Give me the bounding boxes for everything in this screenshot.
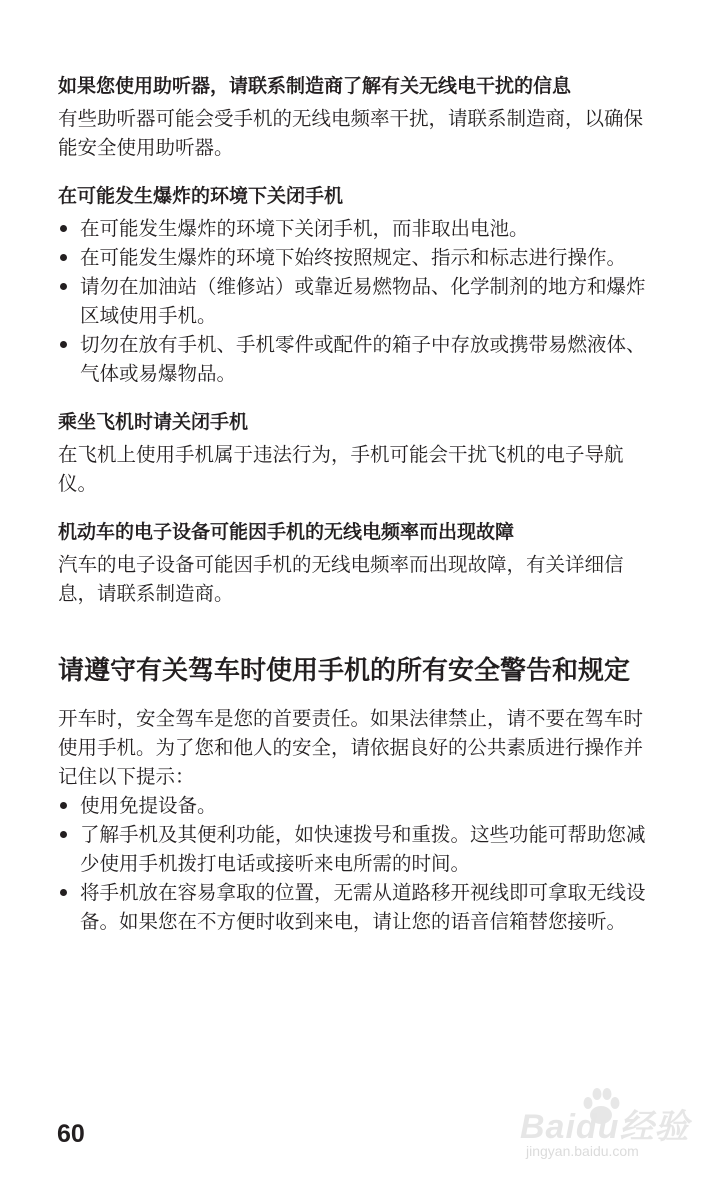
page-content	[58, 72, 658, 936]
section-driving	[58, 652, 658, 936]
list-item: 切勿在放有手机、手机零件或配件的箱子中存放或携带易燃液体、气体或易爆物品。	[58, 330, 658, 388]
bullet-icon	[60, 254, 67, 261]
list-item: 在可能发生爆炸的环境下始终按照规定、指示和标志进行操作。	[58, 243, 658, 272]
section-title: 在可能发生爆炸的环境下关闭手机	[58, 185, 344, 207]
section-airplane	[58, 408, 658, 498]
section-title: 机动车的电子设备可能因手机的无线电频率而出现故障	[58, 521, 515, 543]
list-item: 在可能发生爆炸的环境下关闭手机，而非取出电池。	[58, 214, 658, 243]
bullet-icon	[60, 889, 67, 896]
section-title: 如果您使用助听器，请联系制造商了解有关无线电干扰的信息	[58, 75, 572, 97]
section-body: 汽车的电子设备可能因手机的无线电频率而出现故障，有关详细信息，请联系制造商。	[58, 553, 624, 605]
baidu-watermark	[520, 1085, 710, 1165]
page-title: 请遵守有关驾车时使用手机的所有安全警告和规定	[58, 656, 631, 686]
section-body: 在飞机上使用手机属于违法行为，手机可能会干扰飞机的电子导航仪。	[58, 443, 624, 495]
section-vehicle	[58, 518, 658, 608]
page-number: 60	[57, 1120, 85, 1148]
bullet-icon	[60, 341, 67, 348]
bullet-icon	[60, 283, 67, 290]
section-hearing-aid	[58, 72, 658, 162]
section-title: 乘坐飞机时请关闭手机	[58, 411, 249, 433]
list-item: 将手机放在容易拿取的位置，无需从道路移开视线即可拿取无线设备。如果您在不方便时收到来电，请让您的语音信箱替您接听。	[58, 878, 658, 936]
bullet-icon	[60, 831, 67, 838]
section-body: 有些助听器可能会受手机的无线电频率干扰，请联系制造商，以确保能安全使用助听器。	[58, 107, 644, 159]
list-item: 使用免提设备。	[58, 791, 658, 820]
watermark-url: jingyan.baidu.com	[526, 1143, 639, 1159]
list-item: 了解手机及其便利功能，如快速拨号和重拨。这些功能可帮助您减少使用手机拨打电话或接听来电所需的时间。	[58, 820, 658, 878]
section-explosive	[58, 182, 658, 388]
watermark-logo: Baidu经验	[520, 1108, 690, 1146]
bullet-icon	[60, 225, 67, 232]
bullet-icon	[60, 802, 67, 809]
bullet-list	[58, 791, 658, 936]
section-body: 开车时，安全驾车是您的首要责任。如果法律禁止，请不要在驾车时使用手机。为了您和他人的安全，请依据良好的公共素质进行操作并记住以下提示：	[58, 707, 644, 788]
list-item: 请勿在加油站（维修站）或靠近易燃物品、化学制剂的地方和爆炸区域使用手机。	[58, 272, 658, 330]
bullet-list	[58, 214, 658, 388]
